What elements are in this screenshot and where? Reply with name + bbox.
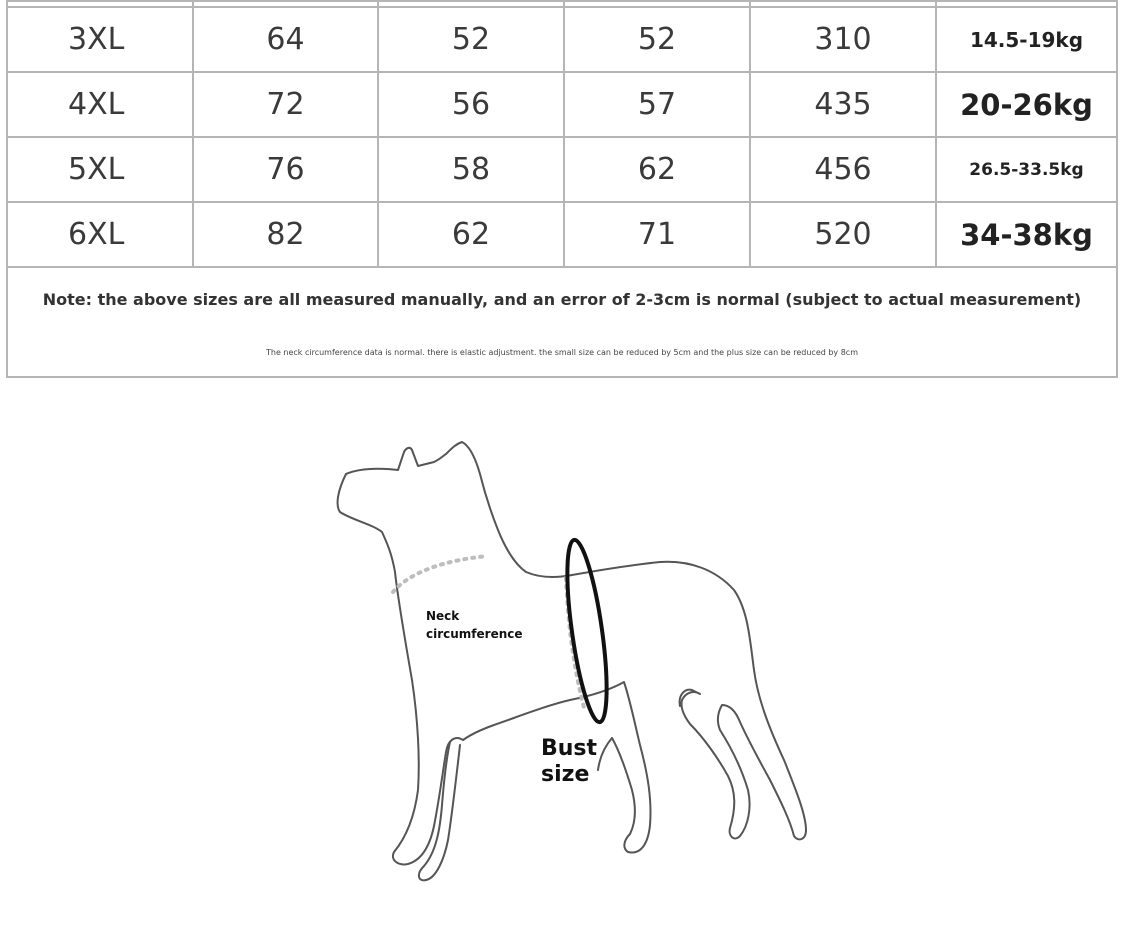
table-cell: 76	[194, 138, 379, 201]
bust-size-label	[541, 736, 597, 788]
measurement-note: Note: the above sizes are all measured manually, and an error of 2-3cm is normal (subject to actual measurement)	[42, 290, 1082, 309]
table-row-partial	[8, 0, 1116, 8]
table-cell	[194, 0, 379, 6]
table-cell: 456	[751, 138, 937, 201]
table-cell: 310	[751, 8, 937, 71]
neck-label-line2: circumference	[426, 627, 523, 641]
table-cell: 62	[379, 203, 565, 266]
dog-outline	[338, 442, 806, 880]
size-cell: 3XL	[8, 8, 194, 71]
table-cell	[379, 0, 565, 6]
dog-measurement-diagram	[0, 378, 1125, 939]
table-row	[8, 8, 1116, 73]
size-table	[6, 0, 1118, 378]
table-cell: 58	[379, 138, 565, 201]
table-row	[8, 203, 1116, 268]
table-cell: 71	[565, 203, 751, 266]
elastic-note: The neck circumference data is normal. there is elastic adjustment. the small size can be reduced by 5cm and the plus size can be reduced by 8cm	[265, 348, 858, 357]
neck-measure-dots	[393, 556, 488, 592]
size-cell: 4XL	[8, 73, 194, 136]
table-cell: 72	[194, 73, 379, 136]
table-cell: 520	[751, 203, 937, 266]
table-cell: 62	[565, 138, 751, 201]
weight-cell: 34-38kg	[960, 217, 1093, 252]
bust-ring	[559, 538, 614, 724]
table-cell	[8, 0, 194, 6]
neck-label-line1: Neck	[426, 609, 460, 623]
table-cell: 435	[751, 73, 937, 136]
table-cell	[937, 0, 1116, 6]
weight-cell: 14.5-19kg	[969, 27, 1084, 52]
table-cell: 64	[194, 8, 379, 71]
table-cell: 52	[379, 8, 565, 71]
table-cell: 57	[565, 73, 751, 136]
table-cell	[751, 0, 937, 6]
neck-circumference-label	[426, 607, 523, 643]
table-cell: 52	[565, 8, 751, 71]
table-cell	[565, 0, 751, 6]
weight-cell: 20-26kg	[960, 87, 1093, 122]
bust-label-line2: size	[541, 762, 590, 787]
size-cell: 5XL	[8, 138, 194, 201]
table-cell: 56	[379, 73, 565, 136]
table-row	[8, 73, 1116, 138]
size-cell: 6XL	[8, 203, 194, 266]
weight-cell: 26.5-33.5kg	[969, 159, 1084, 180]
table-cell: 82	[194, 203, 379, 266]
bust-label-line1: Bust	[541, 736, 598, 761]
table-row	[8, 138, 1116, 203]
